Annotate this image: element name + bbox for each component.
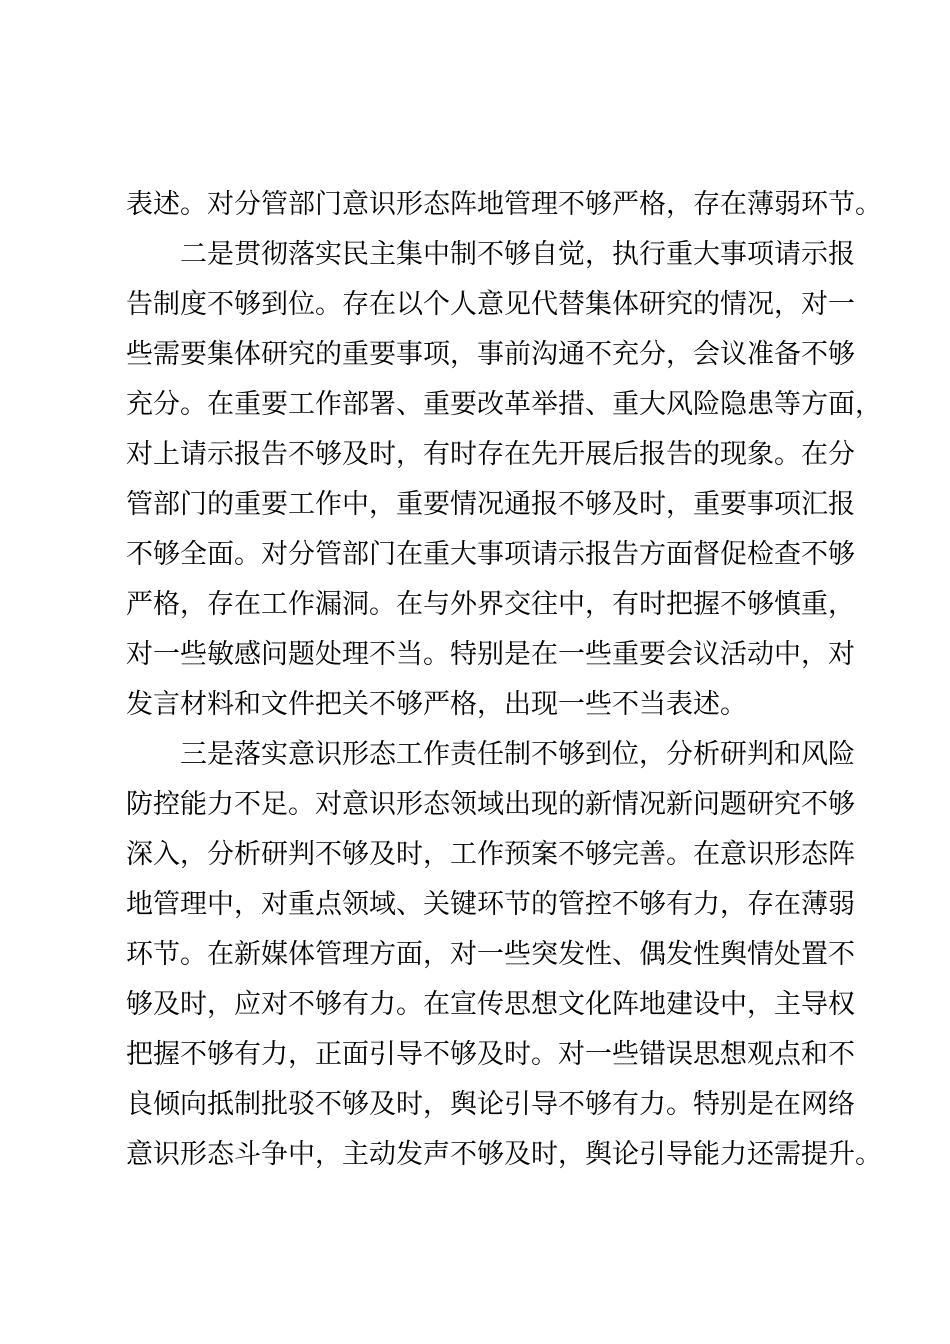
text-line: 对上请示报告不够及时，有时存在先开展后报告的现象。在分 (126, 439, 855, 470)
text-line: 充分。在重要工作部署、重要改革举措、重大风险隐患等方面， (126, 389, 882, 420)
text-line: 防控能力不足。对意识形态领域出现的新情况新问题研究不够 (126, 789, 855, 820)
text-line: 够及时，应对不够有力。在宣传思想文化阵地建设中，主导权 (126, 989, 855, 1020)
text-line: 对一些敏感问题处理不当。特别是在一些重要会议活动中，对 (126, 639, 855, 670)
text-line: 告制度不够到位。存在以个人意见代替集体研究的情况，对一 (126, 289, 855, 320)
text-line: 不够全面。对分管部门在重大事项请示报告方面督促检查不够 (126, 539, 855, 570)
document-body (126, 180, 882, 1180)
paragraph-two-start: 二是贯彻落实民主集中制不够自觉，执行重大事项请示报 (180, 239, 855, 270)
paragraph-three-start: 三是落实意识形态工作责任制不够到位，分析研判和风险 (180, 739, 855, 770)
text-line: 些需要集体研究的重要事项，事前沟通不充分，会议准备不够 (126, 339, 855, 370)
text-line: 发言材料和文件把关不够严格，出现一些不当表述。 (126, 689, 747, 720)
text-line: 深入，分析研判不够及时，工作预案不够完善。在意识形态阵 (126, 839, 855, 870)
text-line: 意识形态斗争中，主动发声不够及时，舆论引导能力还需提升。 (126, 1139, 882, 1170)
text-line: 表述。对分管部门意识形态阵地管理不够严格，存在薄弱环节。 (126, 189, 882, 220)
text-line: 把握不够有力，正面引导不够及时。对一些错误思想观点和不 (126, 1039, 855, 1070)
text-line: 管部门的重要工作中，重要情况通报不够及时，重要事项汇报 (126, 489, 855, 520)
text-line: 严格，存在工作漏洞。在与外界交往中，有时把握不够慎重， (126, 589, 855, 620)
text-line: 环节。在新媒体管理方面，对一些突发性、偶发性舆情处置不 (126, 939, 855, 970)
text-line: 良倾向抵制批驳不够及时，舆论引导不够有力。特别是在网络 (126, 1089, 855, 1120)
text-line: 地管理中，对重点领域、关键环节的管控不够有力，存在薄弱 (126, 889, 855, 920)
